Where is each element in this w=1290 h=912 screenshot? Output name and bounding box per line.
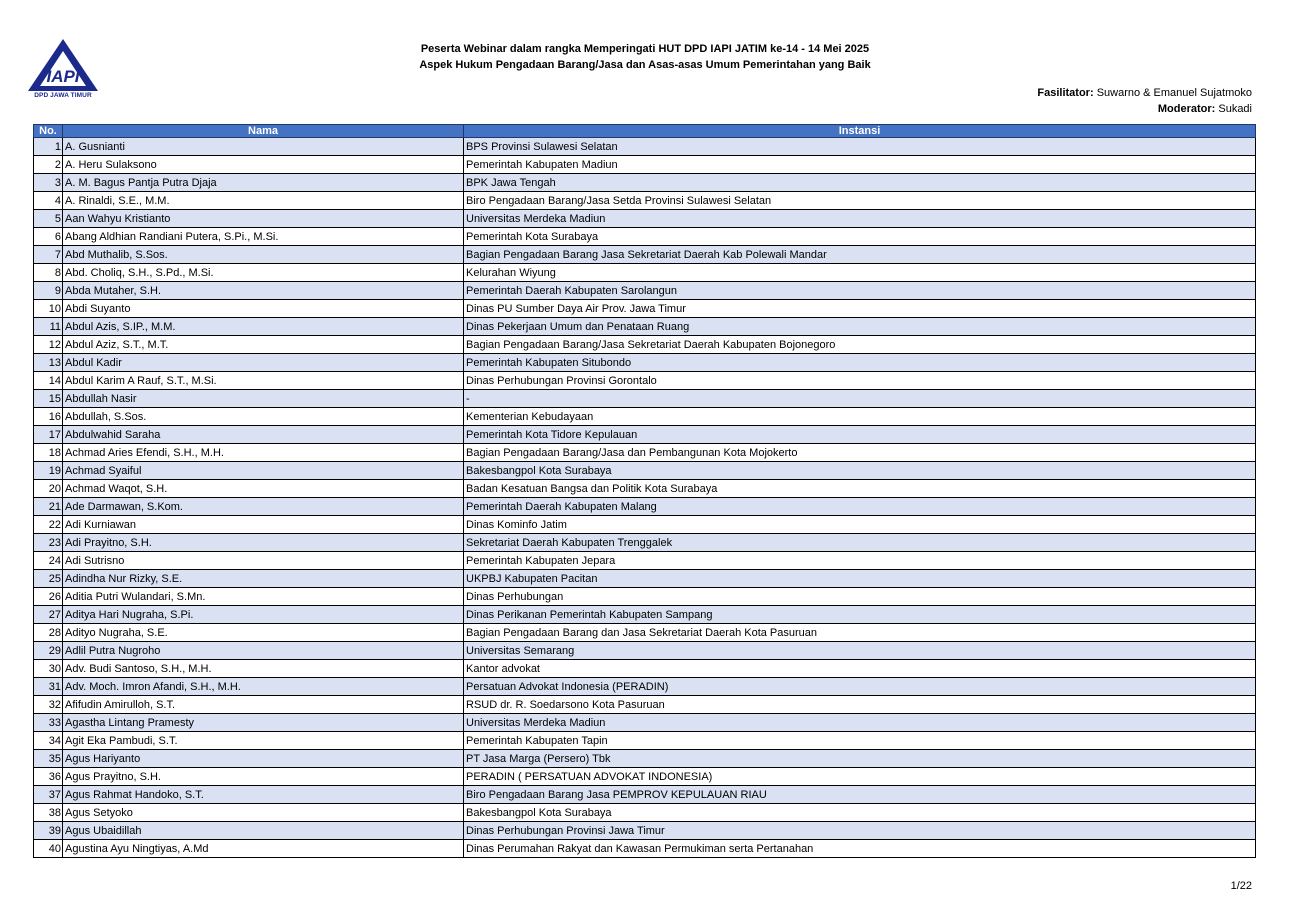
row-nama: Adi Sutrisno [63, 552, 464, 570]
row-no: 24 [34, 552, 63, 570]
row-nama: Agustina Ayu Ningtiyas, A.Md [63, 840, 464, 858]
row-instansi: Sekretariat Daerah Kabupaten Trenggalek [464, 534, 1256, 552]
row-instansi: Dinas Perikanan Pemerintah Kabupaten Sampang [464, 606, 1256, 624]
row-instansi: Kantor advokat [464, 660, 1256, 678]
row-nama: Adi Kurniawan [63, 516, 464, 534]
row-nama: Abda Mutaher, S.H. [63, 282, 464, 300]
row-no: 10 [34, 300, 63, 318]
row-no: 40 [34, 840, 63, 858]
participant-table [33, 124, 1256, 858]
moderator-line [1037, 101, 1252, 117]
table-row [34, 174, 1256, 192]
row-nama: Ade Darmawan, S.Kom. [63, 498, 464, 516]
document-title [300, 41, 990, 73]
table-row [34, 732, 1256, 750]
row-nama: Aan Wahyu Kristianto [63, 210, 464, 228]
row-instansi: Dinas Kominfo Jatim [464, 516, 1256, 534]
table-row [34, 462, 1256, 480]
row-nama: Abdullah Nasir [63, 390, 464, 408]
row-nama: Aditya Hari Nugraha, S.Pi. [63, 606, 464, 624]
row-nama: Abdi Suyanto [63, 300, 464, 318]
row-no: 23 [34, 534, 63, 552]
row-instansi: Pemerintah Daerah Kabupaten Sarolangun [464, 282, 1256, 300]
table-row [34, 768, 1256, 786]
row-instansi: Kementerian Kebudayaan [464, 408, 1256, 426]
row-nama: Abdulwahid Saraha [63, 426, 464, 444]
row-nama: Agastha Lintang Pramesty [63, 714, 464, 732]
table-row [34, 354, 1256, 372]
table-row [34, 156, 1256, 174]
row-instansi: Universitas Merdeka Madiun [464, 210, 1256, 228]
row-no: 38 [34, 804, 63, 822]
table-row [34, 624, 1256, 642]
row-nama: A. Gusnianti [63, 138, 464, 156]
row-instansi: Biro Pengadaan Barang Jasa PEMPROV KEPULAUAN RIAU [464, 786, 1256, 804]
row-no: 4 [34, 192, 63, 210]
facilitator-line [1037, 85, 1252, 101]
table-row [34, 642, 1256, 660]
row-instansi: Pemerintah Kabupaten Situbondo [464, 354, 1256, 372]
row-no: 35 [34, 750, 63, 768]
table-row [34, 570, 1256, 588]
row-no: 39 [34, 822, 63, 840]
row-no: 5 [34, 210, 63, 228]
table-row [34, 390, 1256, 408]
row-instansi: Dinas Perhubungan Provinsi Jawa Timur [464, 822, 1256, 840]
row-instansi: Dinas Perhubungan Provinsi Gorontalo [464, 372, 1256, 390]
row-no: 26 [34, 588, 63, 606]
row-nama: Adityo Nugraha, S.E. [63, 624, 464, 642]
table-row [34, 588, 1256, 606]
row-nama: Abang Aldhian Randiani Putera, S.Pi., M.Si. [63, 228, 464, 246]
table-row [34, 552, 1256, 570]
row-instansi: UKPBJ Kabupaten Pacitan [464, 570, 1256, 588]
moderator-value: Sukadi [1218, 103, 1252, 115]
row-nama: Agit Eka Pambudi, S.T. [63, 732, 464, 750]
row-nama: Aditia Putri Wulandari, S.Mn. [63, 588, 464, 606]
row-no: 28 [34, 624, 63, 642]
row-nama: Abdul Kadir [63, 354, 464, 372]
row-nama: Abd Muthalib, S.Sos. [63, 246, 464, 264]
row-nama: A. Rinaldi, S.E., M.M. [63, 192, 464, 210]
row-no: 9 [34, 282, 63, 300]
row-no: 19 [34, 462, 63, 480]
row-instansi: RSUD dr. R. Soedarsono Kota Pasuruan [464, 696, 1256, 714]
table-row [34, 372, 1256, 390]
title-line-1: Peserta Webinar dalam rangka Memperingati HUT DPD IAPI JATIM ke-14 - 14 Mei 2025 [420, 43, 870, 55]
row-no: 27 [34, 606, 63, 624]
row-nama: Agus Rahmat Handoko, S.T. [63, 786, 464, 804]
row-no: 36 [34, 768, 63, 786]
row-instansi: Pemerintah Kabupaten Tapin [464, 732, 1256, 750]
row-nama: Agus Prayitno, S.H. [63, 768, 464, 786]
table-row [34, 246, 1256, 264]
row-instansi: Dinas Pekerjaan Umum dan Penataan Ruang [464, 318, 1256, 336]
row-instansi: BPS Provinsi Sulawesi Selatan [464, 138, 1256, 156]
table-header-row [34, 125, 1256, 138]
row-nama: Abdul Aziz, S.T., M.T. [63, 336, 464, 354]
table-row [34, 804, 1256, 822]
row-nama: Adindha Nur Rizky, S.E. [63, 570, 464, 588]
row-instansi: Bagian Pengadaan Barang/Jasa dan Pembangunan Kota Mojokerto [464, 444, 1256, 462]
row-no: 13 [34, 354, 63, 372]
row-no: 31 [34, 678, 63, 696]
row-no: 16 [34, 408, 63, 426]
row-nama: Adlil Putra Nugroho [63, 642, 464, 660]
row-no: 15 [34, 390, 63, 408]
row-no: 37 [34, 786, 63, 804]
table-row [34, 606, 1256, 624]
row-instansi: Bagian Pengadaan Barang/Jasa Sekretariat Daerah Kabupaten Bojonegoro [464, 336, 1256, 354]
row-nama: Agus Ubaidillah [63, 822, 464, 840]
table-row [34, 714, 1256, 732]
row-no: 32 [34, 696, 63, 714]
row-instansi: Dinas Perhubungan [464, 588, 1256, 606]
row-instansi: Persatuan Advokat Indonesia (PERADIN) [464, 678, 1256, 696]
row-instansi: PERADIN ( PERSATUAN ADVOKAT INDONESIA) [464, 768, 1256, 786]
table-row [34, 210, 1256, 228]
row-instansi: Pemerintah Daerah Kabupaten Malang [464, 498, 1256, 516]
row-no: 7 [34, 246, 63, 264]
row-instansi: Bagian Pengadaan Barang Jasa Sekretariat Daerah Kab Polewali Mandar [464, 246, 1256, 264]
row-nama: Afifudin Amirulloh, S.T. [63, 696, 464, 714]
table-row [34, 408, 1256, 426]
table-row [34, 786, 1256, 804]
row-no: 29 [34, 642, 63, 660]
title-line-2: Aspek Hukum Pengadaan Barang/Jasa dan Asas-asas Umum Pemerintahan yang Baik [419, 59, 871, 71]
row-no: 34 [34, 732, 63, 750]
row-nama: A. M. Bagus Pantja Putra Djaja [63, 174, 464, 192]
row-no: 6 [34, 228, 63, 246]
table-row [34, 660, 1256, 678]
table-row [34, 264, 1256, 282]
row-no: 25 [34, 570, 63, 588]
row-nama: Abdul Azis, S.IP., M.M. [63, 318, 464, 336]
row-nama: Agus Hariyanto [63, 750, 464, 768]
row-instansi: Universitas Semarang [464, 642, 1256, 660]
row-instansi: PT Jasa Marga (Persero) Tbk [464, 750, 1256, 768]
table-row [34, 516, 1256, 534]
row-nama: Adv. Budi Santoso, S.H., M.H. [63, 660, 464, 678]
row-nama: Adv. Moch. Imron Afandi, S.H., M.H. [63, 678, 464, 696]
row-instansi: Pemerintah Kabupaten Madiun [464, 156, 1256, 174]
table-row [34, 534, 1256, 552]
row-instansi: Pemerintah Kabupaten Jepara [464, 552, 1256, 570]
table-row [34, 282, 1256, 300]
row-no: 18 [34, 444, 63, 462]
iapi-logo [26, 37, 100, 101]
row-instansi: Bagian Pengadaan Barang dan Jasa Sekretariat Daerah Kota Pasuruan [464, 624, 1256, 642]
logo-caption: DPD JAWA TIMUR [34, 92, 92, 99]
svg-text:IAPI: IAPI [46, 67, 80, 86]
row-nama: Agus Setyoko [63, 804, 464, 822]
row-no: 3 [34, 174, 63, 192]
table-row [34, 498, 1256, 516]
row-instansi: - [464, 390, 1256, 408]
row-no: 20 [34, 480, 63, 498]
row-no: 2 [34, 156, 63, 174]
row-instansi: Pemerintah Kota Tidore Kepulauan [464, 426, 1256, 444]
row-no: 21 [34, 498, 63, 516]
row-instansi: Pemerintah Kota Surabaya [464, 228, 1256, 246]
table-row [34, 300, 1256, 318]
table-row [34, 840, 1256, 858]
table-row [34, 480, 1256, 498]
row-no: 22 [34, 516, 63, 534]
row-nama: Abdullah, S.Sos. [63, 408, 464, 426]
table-row [34, 750, 1256, 768]
row-instansi: Kelurahan Wiyung [464, 264, 1256, 282]
row-instansi: Biro Pengadaan Barang/Jasa Setda Provinsi Sulawesi Selatan [464, 192, 1256, 210]
row-instansi: Dinas PU Sumber Daya Air Prov. Jawa Timur [464, 300, 1256, 318]
table-row [34, 822, 1256, 840]
row-no: 30 [34, 660, 63, 678]
row-no: 1 [34, 138, 63, 156]
table-row [34, 336, 1256, 354]
page-number: 1/22 [1230, 880, 1252, 892]
table-row [34, 318, 1256, 336]
table-row [34, 696, 1256, 714]
row-nama: Abd. Choliq, S.H., S.Pd., M.Si. [63, 264, 464, 282]
facilitator-block [1037, 85, 1252, 117]
facilitator-value: Suwarno & Emanuel Sujatmoko [1096, 87, 1252, 99]
row-nama: Adi Prayitno, S.H. [63, 534, 464, 552]
table-row [34, 228, 1256, 246]
table-row [34, 426, 1256, 444]
row-instansi: Badan Kesatuan Bangsa dan Politik Kota Surabaya [464, 480, 1256, 498]
row-nama: Achmad Aries Efendi, S.H., M.H. [63, 444, 464, 462]
header-no: No. [34, 125, 63, 138]
table-row [34, 138, 1256, 156]
row-no: 14 [34, 372, 63, 390]
table-row [34, 678, 1256, 696]
row-no: 17 [34, 426, 63, 444]
row-instansi: Bakesbangpol Kota Surabaya [464, 804, 1256, 822]
row-no: 12 [34, 336, 63, 354]
row-instansi: Dinas Perumahan Rakyat dan Kawasan Permukiman serta Pertanahan [464, 840, 1256, 858]
row-no: 11 [34, 318, 63, 336]
row-nama: Abdul Karim A Rauf, S.T., M.Si. [63, 372, 464, 390]
iapi-logo-mark [26, 37, 100, 93]
table-row [34, 444, 1256, 462]
row-nama: A. Heru Sulaksono [63, 156, 464, 174]
table-row [34, 192, 1256, 210]
row-no: 8 [34, 264, 63, 282]
row-nama: Achmad Syaiful [63, 462, 464, 480]
row-nama: Achmad Waqot, S.H. [63, 480, 464, 498]
row-no: 33 [34, 714, 63, 732]
moderator-label: Moderator: [1157, 103, 1216, 115]
row-instansi: Bakesbangpol Kota Surabaya [464, 462, 1256, 480]
header-nama: Nama [63, 125, 464, 138]
row-instansi: BPK Jawa Tengah [464, 174, 1256, 192]
row-instansi: Universitas Merdeka Madiun [464, 714, 1256, 732]
header-instansi: Instansi [464, 125, 1256, 138]
facilitator-label: Fasilitator: [1037, 87, 1094, 99]
